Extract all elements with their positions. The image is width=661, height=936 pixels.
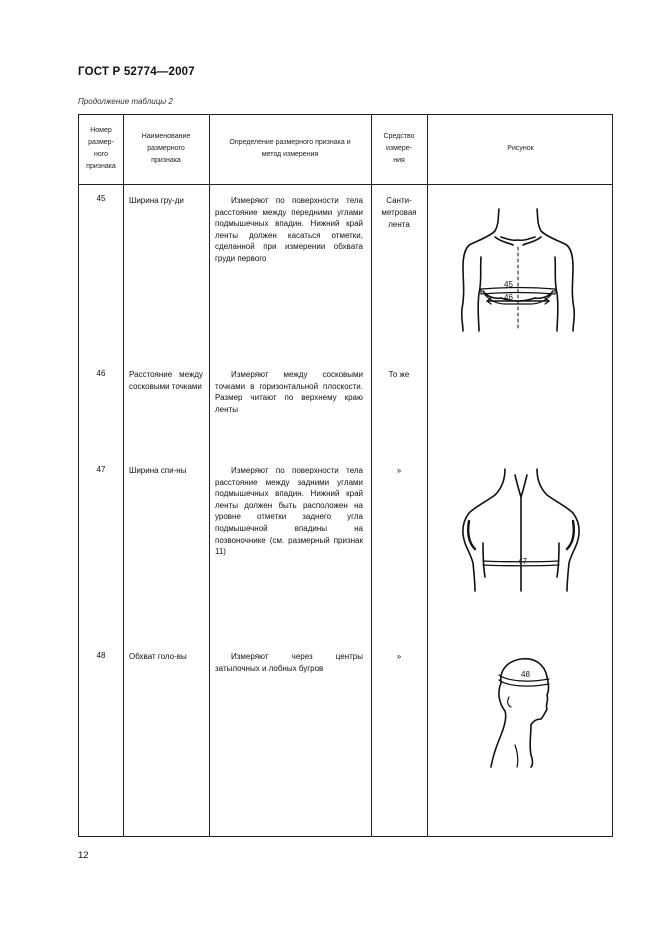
row-tool: Санти- метровая лента: [381, 196, 417, 229]
row-definition: Измеряют по поверхности тела расстояние между передними углами подмышечных впадин. Нижний край ленты должен касаться отметки, сделанной при измерении обхвата груди первого: [215, 196, 363, 263]
row-number: 48: [96, 651, 106, 660]
front-torso-drawing: [457, 209, 577, 331]
dimension-label-45: 45: [504, 280, 513, 289]
column-divider: [371, 115, 372, 836]
measurement-table: [78, 114, 613, 837]
row-definition: Измеряют по поверхности тела расстояние между задними углами подмышечных впадин. Нижний край ленты должен быть расположен на уровне отметки заднего угла подмышечной впадины на позвоночнике (см. размерный признак 11): [215, 466, 363, 557]
dimension-label-47: 47: [518, 557, 527, 566]
row-tool: То же: [388, 370, 410, 379]
header-tool: Средство измере- ния: [383, 133, 415, 164]
page-number: 12: [78, 850, 89, 861]
header-name: Наименование размерного признака: [141, 133, 191, 164]
row-number: 45: [96, 194, 106, 203]
row-number: 46: [96, 369, 106, 378]
row-name: Расстояние между сосковыми точками: [129, 370, 203, 391]
header-divider: [79, 184, 612, 185]
column-divider: [123, 115, 124, 836]
header-definition: Определение размерного признака и метод измерения: [229, 139, 351, 158]
header-figure: Рисунок: [507, 145, 534, 152]
table-continuation-caption: Продолжение таблицы 2: [78, 97, 173, 106]
row-tool: »: [396, 652, 402, 661]
row-name: Обхват голо-вы: [129, 652, 187, 661]
row-definition: Измеряют между сосковыми точками в горизонтальной плоскости. Размер читают по верхнему краю ленты: [215, 370, 363, 414]
row-name: Ширина гру-ди: [129, 196, 184, 205]
row-number: 47: [96, 465, 106, 474]
chest-width-figure: [457, 209, 577, 331]
column-divider: [209, 115, 210, 836]
back-width-figure: [461, 469, 581, 591]
row-name: Ширина спи-ны: [129, 466, 187, 475]
dimension-label-46: 46: [504, 293, 513, 302]
row-tool: »: [396, 466, 402, 475]
document-title: ГОСТ Р 52774—2007: [78, 66, 195, 78]
head-circumference-figure: [487, 655, 557, 769]
dimension-label-48: 48: [521, 670, 530, 679]
back-torso-drawing: [461, 469, 581, 591]
column-divider: [427, 115, 428, 836]
row-definition: Измеряют через центры затылочных и лобных бугров: [215, 652, 363, 673]
head-profile-drawing: [487, 655, 557, 769]
header-number: Номер размер- ного признака: [86, 127, 116, 170]
